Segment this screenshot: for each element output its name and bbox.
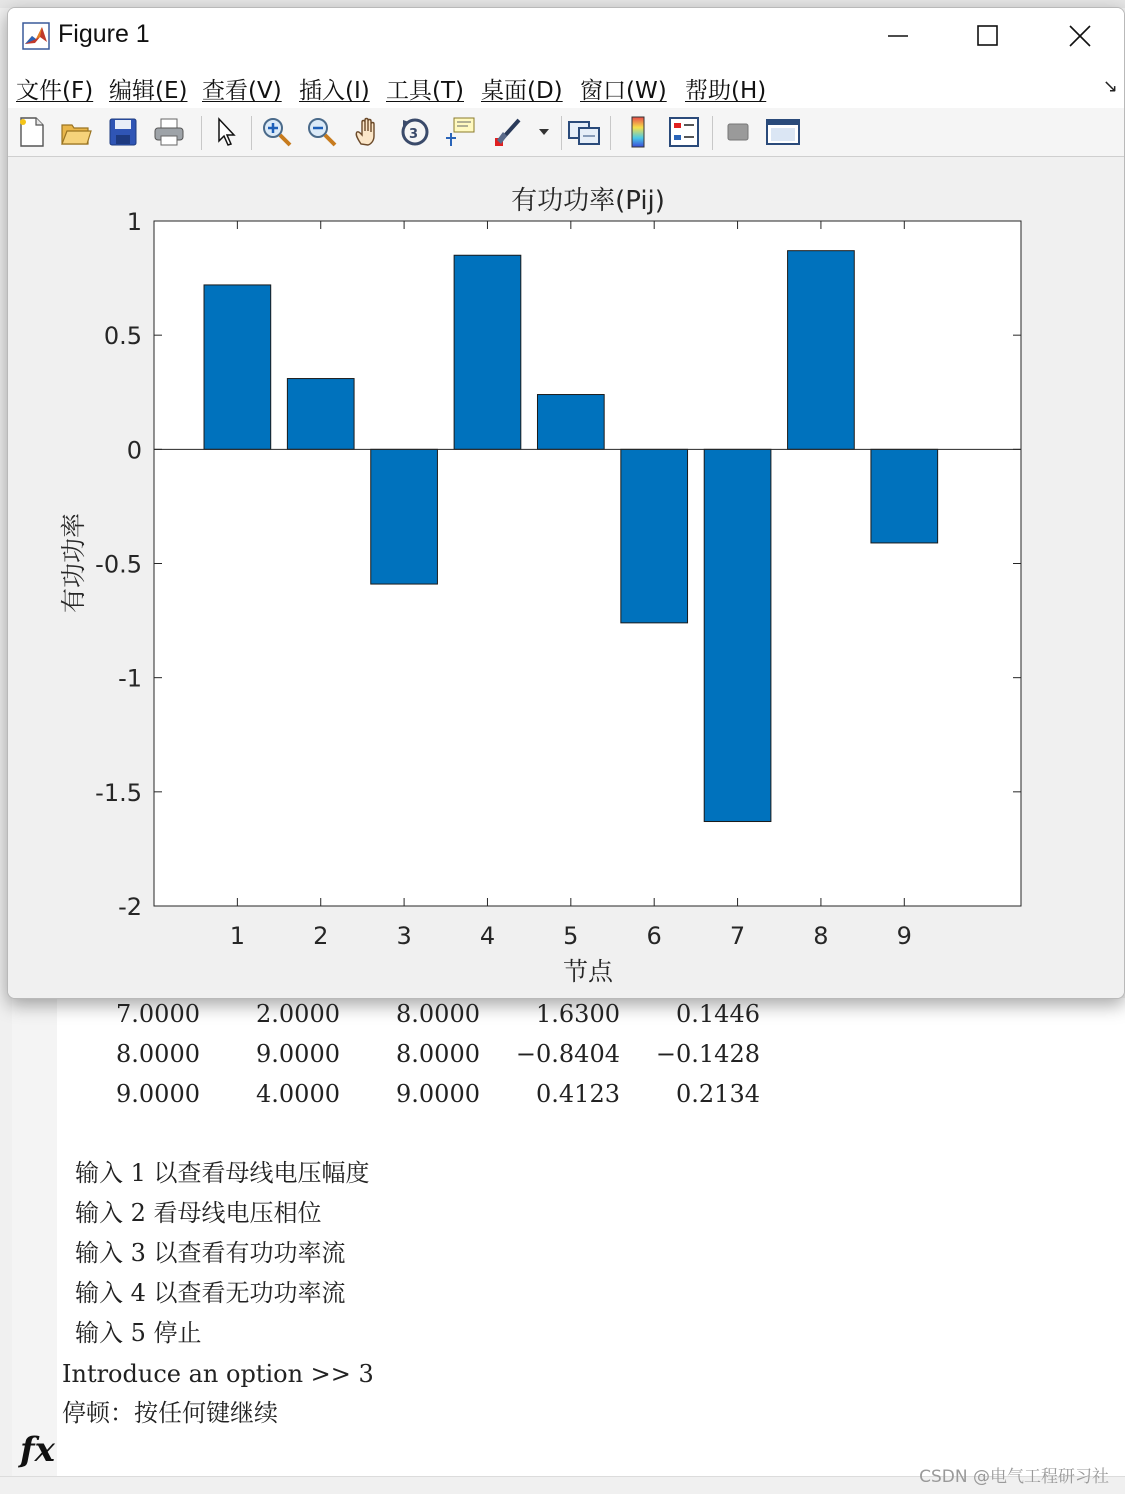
table-cell: 9.0000 [396, 1080, 480, 1108]
minimize-button[interactable] [852, 8, 944, 64]
figure-toolbar [8, 108, 1124, 157]
table-cell: 8.0000 [396, 1040, 480, 1068]
x-tick-label: 7 [729, 922, 746, 950]
toolbar-separator [201, 116, 202, 150]
edit-plot-pointer-icon[interactable] [208, 114, 244, 150]
y-tick-label: -0.5 [95, 550, 142, 579]
toolbar-separator [610, 116, 611, 150]
maximize-button[interactable] [942, 8, 1034, 64]
x-tick-label: 8 [813, 922, 829, 950]
table-cell: −0.8404 [515, 1040, 620, 1068]
x-tick-label: 9 [896, 922, 912, 950]
x-tick-label: 1 [229, 922, 246, 950]
x-tick-label: 3 [396, 922, 412, 950]
table-cell: 1.6300 [536, 1000, 620, 1028]
menu-insert[interactable]: 插入(I) [299, 78, 370, 104]
table-cell: 8.0000 [116, 1040, 200, 1068]
y-tick-label: -2 [118, 893, 142, 921]
toolbar-separator [251, 116, 252, 150]
console-menu-line: 输入 2 看母线电压相位 [75, 1199, 322, 1227]
table-cell: 0.4123 [536, 1080, 620, 1108]
bar-node-6[interactable] [621, 449, 688, 623]
menu-bar [8, 64, 1124, 109]
y-tick-label: 0.5 [103, 322, 142, 351]
minimize-icon [886, 24, 910, 48]
table-cell: 4.0000 [256, 1080, 340, 1108]
console-prompt: Introduce an option >> 3 [62, 1360, 374, 1388]
menu-view[interactable]: 查看(V) [202, 78, 282, 104]
show-plot-tools-icon[interactable] [765, 114, 801, 150]
y-tick-label: -1 [118, 664, 142, 693]
rotate-3d-icon[interactable] [397, 114, 433, 150]
console-pause-line: 停顿：按任何键继续 [62, 1399, 278, 1427]
bar-chart[interactable] [8, 157, 1124, 998]
table-cell: 0.2134 [676, 1080, 760, 1108]
table-cell: −0.1428 [655, 1040, 760, 1068]
link-plot-icon[interactable] [566, 114, 602, 150]
bar-node-7[interactable] [704, 449, 771, 821]
legend-icon[interactable] [666, 114, 702, 150]
pan-hand-icon[interactable] [350, 114, 386, 150]
console-menu-line: 输入 3 以查看有功功率流 [75, 1239, 346, 1267]
bar-node-2[interactable] [287, 379, 354, 450]
bar-node-4[interactable] [454, 255, 521, 449]
console-menu-line: 输入 4 以查看无功功率流 [75, 1279, 346, 1307]
watermark: CSDN @电气工程研习社 [919, 1467, 1109, 1487]
table-cell: 8.0000 [396, 1000, 480, 1028]
new-figure-icon[interactable] [14, 114, 50, 150]
window-title: Figure 1 [58, 20, 150, 48]
zoom-out-icon[interactable] [304, 114, 340, 150]
y-tick-label: -1.5 [95, 778, 142, 807]
data-cursor-icon[interactable] [442, 114, 478, 150]
close-button[interactable] [1034, 8, 1125, 64]
menu-desktop[interactable]: 桌面(D) [481, 78, 563, 104]
x-tick-label: 2 [313, 922, 329, 950]
bar-node-1[interactable] [204, 285, 271, 449]
y-axis-label: 有功功率 [59, 512, 88, 614]
table-cell: 9.0000 [256, 1040, 340, 1068]
figure-canvas[interactable] [8, 157, 1124, 998]
menu-file[interactable]: 文件(F) [16, 78, 94, 104]
fx-icon[interactable]: fx [20, 1430, 55, 1470]
bar-node-3[interactable] [371, 449, 438, 584]
maximize-icon [976, 24, 1000, 48]
print-icon[interactable] [151, 114, 187, 150]
bar-node-9[interactable] [871, 449, 938, 543]
axes-box[interactable] [154, 221, 1021, 906]
brush-dropdown-icon[interactable] [534, 114, 554, 150]
table-cell: 9.0000 [116, 1080, 200, 1108]
x-axis-label: 节点 [562, 957, 614, 986]
table-cell: 2.0000 [256, 1000, 340, 1028]
toolbar-separator [561, 116, 562, 150]
console-menu-line: 输入 5 停止 [75, 1319, 202, 1347]
chart-title: 有功功率(Pij) [511, 186, 665, 216]
table-cell: 7.0000 [116, 1000, 200, 1028]
table-cell: 0.1446 [676, 1000, 760, 1028]
close-icon [1068, 24, 1092, 48]
bar-node-5[interactable] [537, 395, 604, 450]
brush-icon[interactable] [489, 114, 525, 150]
save-icon[interactable] [105, 114, 141, 150]
command-window-gutter [12, 998, 57, 1476]
zoom-in-icon[interactable] [259, 114, 295, 150]
open-file-icon[interactable] [58, 114, 94, 150]
menu-help[interactable]: 帮助(H) [685, 78, 767, 104]
menu-tools[interactable]: 工具(T) [386, 78, 464, 104]
x-tick-label: 5 [563, 922, 579, 950]
console-menu-line: 输入 1 以查看母线电压幅度 [75, 1159, 370, 1187]
title-bar[interactable] [8, 8, 1124, 64]
dock-arrow-icon[interactable]: ↘ [1102, 76, 1118, 97]
figure-window[interactable] [7, 7, 1125, 999]
svg-text:3: 3 [409, 127, 419, 142]
menu-window[interactable]: 窗口(W) [580, 78, 667, 104]
bar-node-8[interactable] [788, 251, 855, 450]
y-tick-label: 0 [126, 436, 142, 465]
x-tick-label: 4 [479, 922, 496, 950]
colorbar-icon[interactable] [620, 114, 656, 150]
matlab-logo-icon [22, 22, 50, 50]
hide-plot-tools-icon[interactable] [720, 114, 756, 150]
toolbar-separator [712, 116, 713, 150]
y-tick-label: 1 [126, 208, 142, 236]
menu-edit[interactable]: 编辑(E) [109, 78, 188, 104]
x-tick-label: 6 [646, 922, 662, 950]
